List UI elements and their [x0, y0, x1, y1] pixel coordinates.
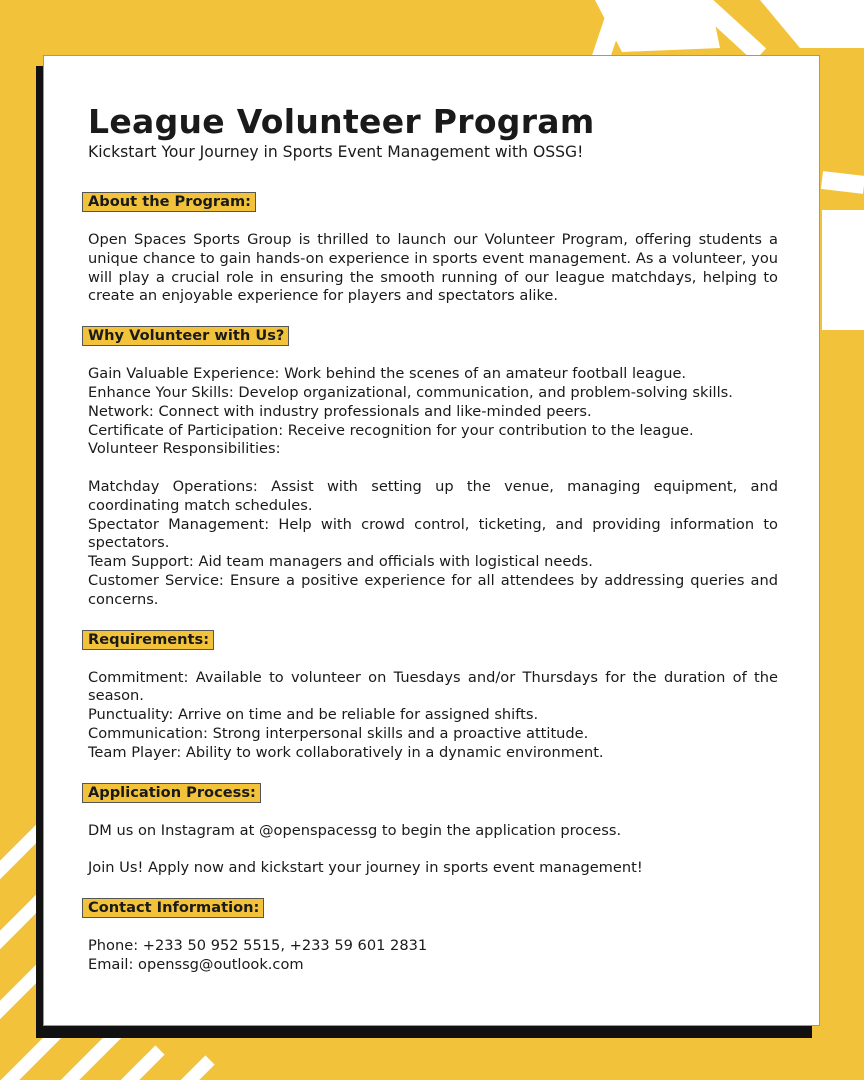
about-body: Open Spaces Sports Group is thrilled to launch our Volunteer Program, offering students a unique chance to gain hands-on experience in sports event management. As a volunteer, you will play a crucial role in ensuring the smooth running of our league matchdays, helping to create an enjoyable experience for players and spectators alike.: [88, 231, 778, 305]
section-heading-about: About the Program:: [82, 192, 256, 212]
responsibility-item: Customer Service: Ensure a positive experience for all attendees by addressing queries and concerns.: [88, 571, 778, 608]
ball-white-panel: [822, 210, 864, 330]
ball-right-panel: [760, 0, 864, 48]
section-heading-application: Application Process:: [82, 783, 261, 803]
why-item: Gain Valuable Experience: Work behind the scenes of an amateur football league.: [88, 365, 687, 383]
contact-phone: Phone: +233 50 952 5515, +233 59 601 2831: [88, 937, 428, 955]
why-item: Enhance Your Skills: Develop organizational, communication, and problem-solving skills.: [88, 383, 733, 401]
requirement-item: Commitment: Available to volunteer on Tuesdays and/or Thursdays for the duration of the season.: [88, 668, 778, 705]
application-cta: Join Us! Apply now and kickstart your journey in sports event management!: [88, 859, 643, 877]
why-item: Volunteer Responsibilities:: [88, 440, 281, 458]
why-list: [88, 365, 778, 609]
why-item: Network: Connect with industry professionals and like-minded peers.: [88, 402, 592, 420]
flyer-card: [43, 55, 820, 1026]
application-body: DM us on Instagram at @openspacessg to begin the application process.: [88, 821, 622, 839]
responsibility-item: Team Support: Aid team managers and officials with logistical needs.: [88, 553, 593, 571]
section-heading-requirements: Requirements:: [82, 630, 214, 650]
section-heading-contact: Contact Information:: [82, 898, 264, 918]
contact-email: Email: openssg@outlook.com: [88, 955, 304, 973]
flyer-content: [88, 102, 778, 975]
responsibility-item: Spectator Management: Help with crowd control, ticketing, and providing information to spectators.: [88, 515, 778, 552]
section-heading-why: Why Volunteer with Us?: [82, 326, 289, 346]
requirements-list: [88, 669, 778, 763]
why-item: Certificate of Participation: Receive recognition for your contribution to the league.: [88, 421, 694, 439]
requirement-item: Punctuality: Arrive on time and be reliable for assigned shifts.: [88, 706, 539, 724]
page-title: League Volunteer Program: [88, 102, 595, 141]
contact-block: [88, 937, 778, 975]
requirement-item: Communication: Strong interpersonal skills and a proactive attitude.: [88, 724, 589, 742]
requirement-item: Team Player: Ability to work collaboratively in a dynamic environment.: [88, 743, 604, 761]
page-subtitle: Kickstart Your Journey in Sports Event Management with OSSG!: [88, 143, 584, 161]
responsibility-item: Matchday Operations: Assist with setting up the venue, managing equipment, and coordinating match schedules.: [88, 477, 778, 514]
